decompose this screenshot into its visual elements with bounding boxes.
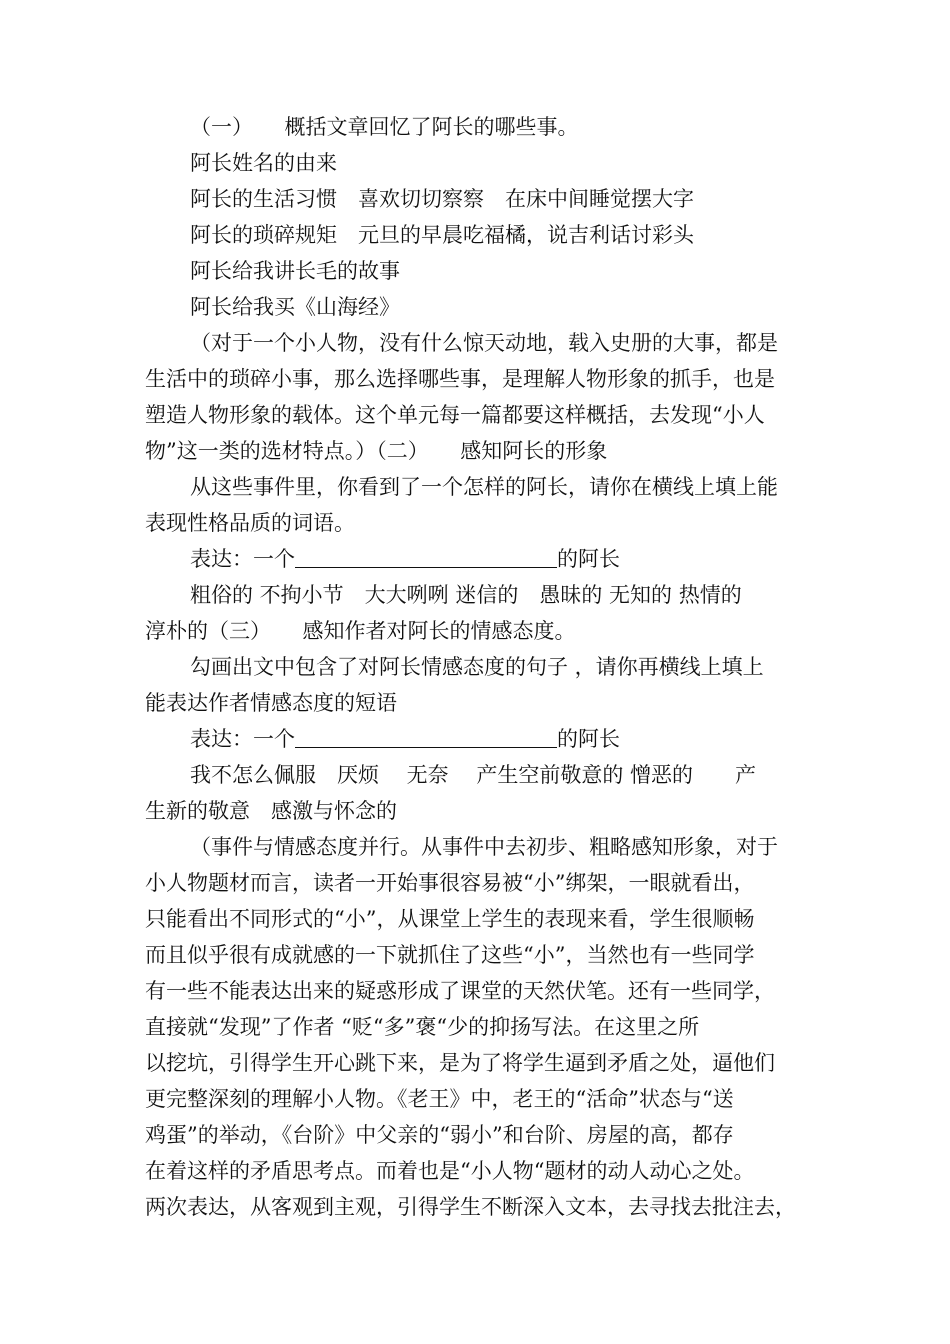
paragraph-line: 以挖坑，引得学生开心跳下来，是为了将学生逼到矛盾之处，逼他们 [145,1051,775,1075]
event-item: 阿长给我讲长毛的故事 [190,259,400,283]
paragraph-line: 表现性格品质的词语。 [145,511,355,535]
fill-in-blank[interactable] [295,721,557,748]
word-list-line: 我不怎么佩服 厌烦 无奈 产生空前敬意的 憎恶的 产 [190,763,757,787]
paragraph-line: 小人物题材而言，读者一开始事很容易被“小”绑架，一眼就看出， [145,871,755,895]
expression-line-1 [190,541,810,577]
event-item: 阿长的生活习惯 喜欢切切察察 在床中间睡觉摆大字 [190,187,694,211]
paragraph-line: 勾画出文中包含了对阿长情感态度的句子 ，请你再横线上填上 [190,655,764,679]
event-item: 阿长的琐碎规矩 元旦的早晨吃福橘，说吉利话讨彩头 [190,223,694,247]
paragraph-line: 更完整深刻的理解小人物。《老王》中，老王的“活命”状态与“送 [145,1087,734,1111]
paragraph-line: 淳朴的（三） 感知作者对阿长的情感态度。 [145,619,576,643]
paragraph-line: 有一些不能表达出来的疑惑形成了课堂的天然伏笔。还有一些同学， [145,979,775,1003]
expression-prefix: 表达：一个 [190,727,295,751]
section-heading-1: （一） 概括文章回忆了阿长的哪些事。 [190,115,579,139]
paragraph-line: 而且似乎很有成就感的一下就抓住了这些“小”，当然也有一些同学 [145,943,755,967]
word-list-line: 生新的敬意 感激与怀念的 [145,799,397,823]
paragraph-line: （事件与情感态度并行。从事件中去初步、粗略感知形象，对于 [190,835,778,859]
expression-suffix: 的阿长 [557,547,620,571]
expression-prefix: 表达：一个 [190,547,295,571]
paragraph-line: 鸡蛋”的举动，《台阶》中父亲的“弱小”和台阶、房屋的高，都存 [145,1123,734,1147]
event-item: 阿长姓名的由来 [190,151,337,175]
event-item: 阿长给我买《山海经》 [190,295,400,319]
expression-line-2 [190,721,810,757]
paragraph-line: 直接就“发现”了作者 “贬“多”褒“少的抑扬写法。在这里之所 [145,1015,700,1039]
paragraph-line: 只能看出不同形式的“小”，从课堂上学生的表现来看，学生很顺畅 [145,907,755,931]
paragraph-line: 能表达作者情感态度的短语 [145,691,397,715]
paragraph-line: 两次表达，从客观到主观，引得学生不断深入文本，去寻找去批注去， [145,1195,796,1219]
fill-in-blank[interactable] [295,541,557,568]
paragraph-line: 塑造人物形象的载体。这个单元每一篇都要这样概括，去发现“小人 [145,403,765,427]
paragraph-line: （对于一个小人物，没有什么惊天动地，载入史册的大事，都是 [190,331,778,355]
paragraph-line: 物”这一类的选材特点。）（二） 感知阿长的形象 [145,439,608,463]
paragraph-line: 从这些事件里，你看到了一个怎样的阿长，请你在横线上填上能 [190,475,778,499]
paragraph-line: 在着这样的矛盾思考点。而着也是“小人物“题材的动人动心之处。 [145,1159,755,1183]
word-list-line: 粗俗的 不拘小节 大大咧咧 迷信的 愚昧的 无知的 热情的 [190,583,742,607]
expression-suffix: 的阿长 [557,727,620,751]
paragraph-line: 生活中的琐碎小事，那么选择哪些事，是理解人物形象的抓手，也是 [145,367,775,391]
